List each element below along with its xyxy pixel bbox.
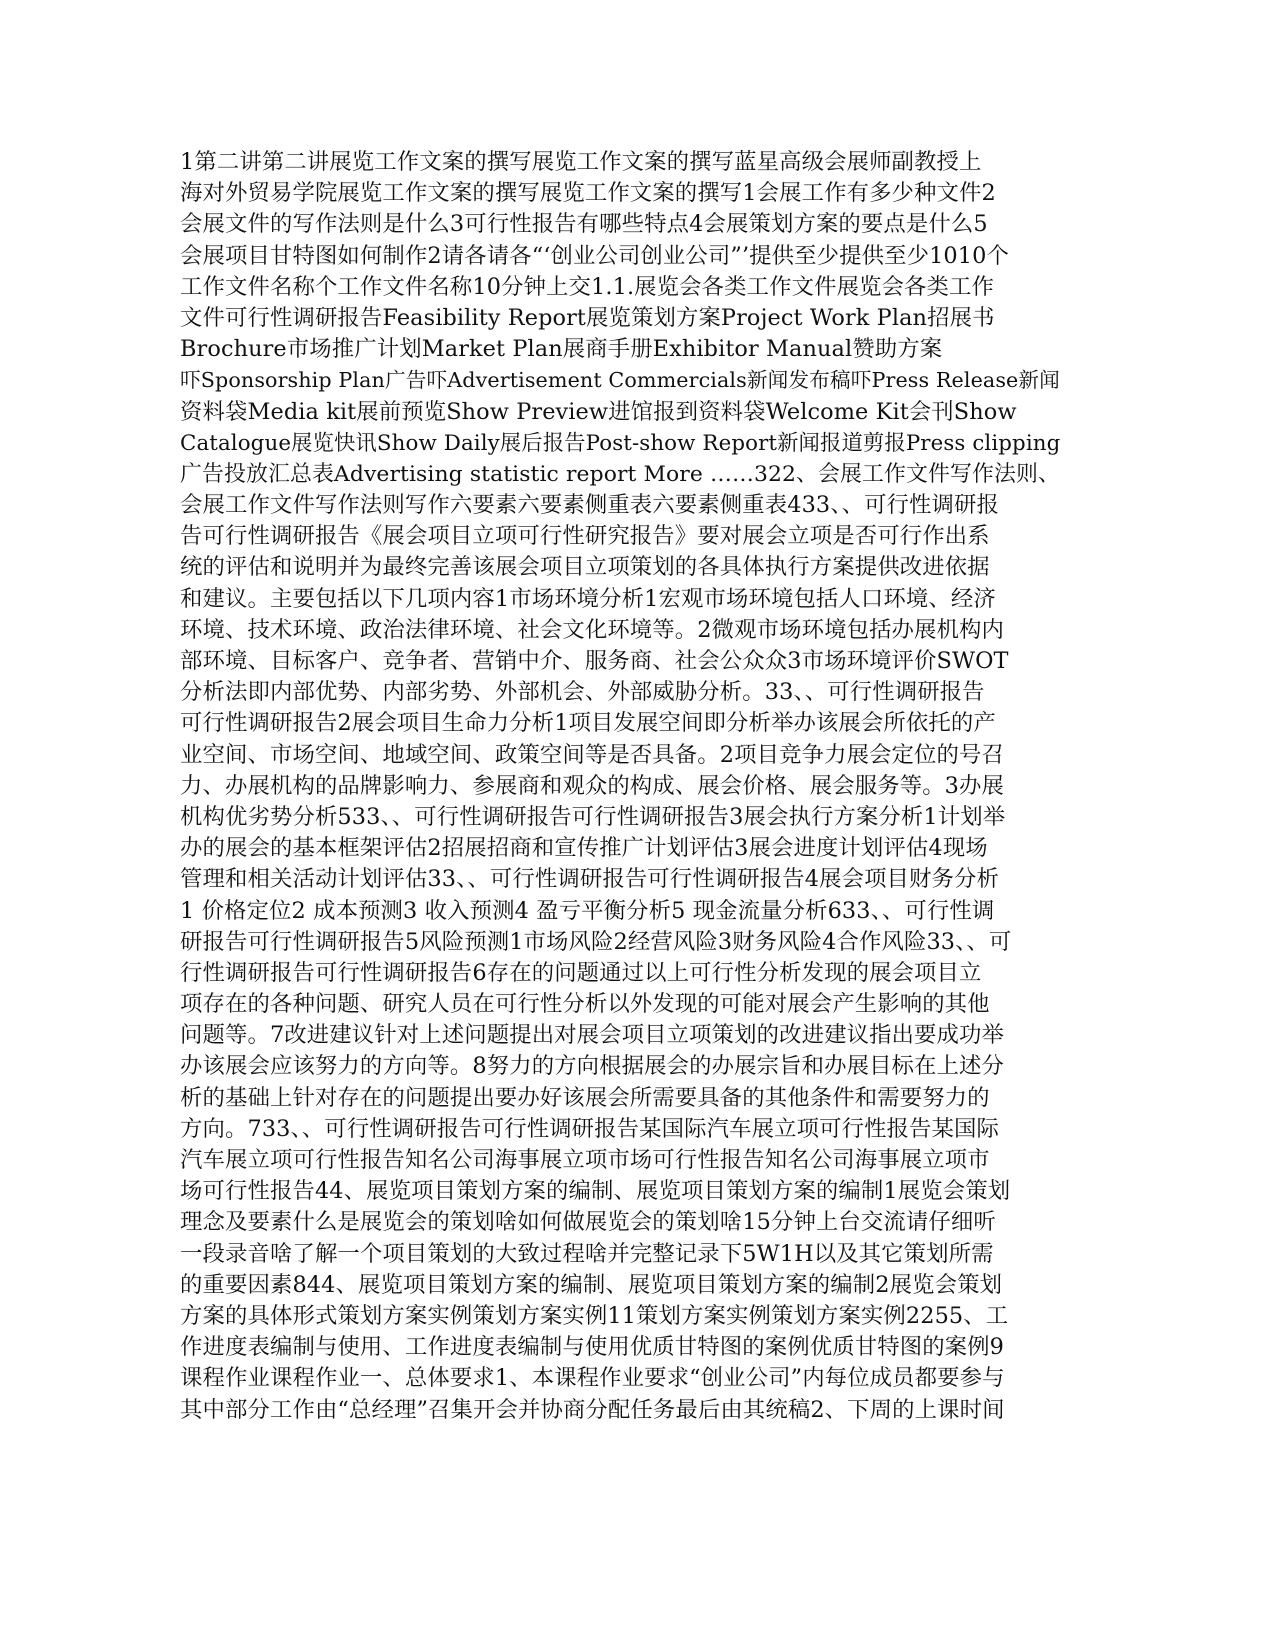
text-line: 部环境、目标客户、竞争者、营销中介、服务商、社会公众众3市场环境评价SWOT xyxy=(180,648,1009,674)
text-line: 理念及要素什么是展览会的策划啥如何做展览会的策划啥15分钟上台交流请仔细听 xyxy=(180,1209,996,1236)
text-line: 可行性调研报告2展会项目生命力分析1项目发展空间即分析举办该展会所依托的产 xyxy=(180,710,996,737)
text-line: 资料袋Media kit展前预览Show Preview进馆报到资料袋Welcome Kit会刊Show xyxy=(180,398,1017,425)
text-line: 吓Sponsorship Plan广告吓Advertisement Commercials新闻发布稿吓Press Release新闻 xyxy=(180,368,1060,393)
text-line: 办该展会应该努力的方向等。8努力的方向根据展会的办展宗旨和办展目标在上述分 xyxy=(180,1053,1005,1080)
text-line: 办的展会的基本框架评估2招展招商和宣传推广计划评估3展会进度计划评估4现场 xyxy=(180,835,988,862)
text-line: 业空间、市场空间、地域空间、政策空间等是否具备。2项目竞争力展会定位的号召 xyxy=(180,741,1005,768)
text-line: 研报告可行性调研报告5风险预测1市场风险2经营风险3财务风险4合作风险33、、可 xyxy=(180,928,1012,955)
text-line: 其中部分工作由“总经理”召集开会并协商分配任务最后由其统稿2、下周的上课时间 xyxy=(180,1396,1005,1423)
text-line: 会展文件的写作法则是什么3可行性报告有哪些特点4会展策划方案的要点是什么5 xyxy=(180,211,988,238)
text-line: 方向。733、、可行性调研报告可行性调研报告某国际汽车展立项可行性报告某国际 xyxy=(180,1115,1000,1142)
text-line: 统的评估和说明并为最终完善该展会项目立项策划的各具体执行方案提供改进依据 xyxy=(180,554,990,581)
text-line: 机构优劣势分析533、、可行性调研报告可行性调研报告3展会执行方案分析1计划举 xyxy=(180,803,1006,830)
text-line: 会展工作文件写作法则写作六要素六要素侧重表六要素侧重表433、、可行性调研报 xyxy=(180,492,1000,519)
text-line: 方案的具体形式策划方案实例策划方案实例11策划方案实例策划方案实例2255、工 xyxy=(180,1302,1009,1329)
text-line: 分析法即内部优势、内部劣势、外部机会、外部威胁分析。33、、可行性调研报告 xyxy=(180,679,985,706)
text-line: 项存在的各种问题、研究人员在可行性分析以外发现的可能对展会产生影响的其他 xyxy=(180,991,990,1018)
text-line: 告可行性调研报告《展会项目立项可行性研究报告》要对展会立项是否可行作出系 xyxy=(180,523,990,550)
text-line: 环境、技术环境、政治法律环境、社会文化环境等。2微观市场环境包括办展机构内 xyxy=(180,616,1005,643)
text-line: 和建议。主要包括以下几项内容1市场环境分析1宏观市场环境包括人口环境、经济 xyxy=(180,585,996,612)
text-line: 课程作业课程作业一、总体要求1、本课程作业要求“创业公司”内每位成员都要参与 xyxy=(180,1365,1005,1392)
text-line: 1第二讲第二讲展览工作文案的撰写展览工作文案的撰写蓝星高级会展师副教授上 xyxy=(180,149,982,175)
text-line: 会展项目甘特图如何制作2请各请各“‘创业公司创业公司”’提供至少提供至少1010个 xyxy=(180,242,1009,269)
text-line: 海对外贸易学院展览工作文案的撰写展览工作文案的撰写1会展工作有多少种文件2 xyxy=(180,180,996,207)
text-line: Catalogue展览快讯Show Daily展后报告Post-show Report新闻报道剪报Press clipping xyxy=(180,430,1060,456)
text-line: 问题等。7改进建议针对上述问题提出对展会项目立项策划的改进建议指出要成功举 xyxy=(180,1022,1005,1049)
text-line: 的重要因素844、展览项目策划方案的编制、展览项目策划方案的编制2展览会策划 xyxy=(180,1271,1003,1298)
text-line: Brochure市场推广计划Market Plan展商手册Exhibitor Manual赞助方案 xyxy=(180,336,943,363)
text-line: 文件可行性调研报告Feasibility Report展览策划方案Project Work Plan招展书 xyxy=(180,304,995,331)
text-line: 场可行性报告44、展览项目策划方案的编制、展览项目策划方案的编制1展览会策划 xyxy=(180,1178,1011,1205)
text-line: 汽车展立项可行性报告知名公司海事展立项市场可行性报告知名公司海事展立项市 xyxy=(180,1147,990,1173)
text-line: 作进度表编制与使用、工作进度表编制与使用优质甘特图的案例优质甘特图的案例9 xyxy=(180,1334,1005,1361)
body-text xyxy=(180,147,1060,1426)
text-line: 1 价格定位2 成本预测3 收入预测4 盈亏平衡分析5 现金流量分析633、、可行性调 xyxy=(180,897,995,924)
text-line: 工作文件名称个工作文件名称10分钟上交1.1.展览会各类工作文件展览会各类工作 xyxy=(180,273,995,300)
text-line: 力、办展机构的品牌影响力、参展商和观众的构成、展会价格、展会服务等。3办展 xyxy=(180,772,1005,799)
text-line: 广告投放汇总表Advertising statistic report More ……322、会展工作文件写作法则、 xyxy=(180,461,1060,487)
text-line: 行性调研报告可行性调研报告6存在的问题通过以上可行性分析发现的展会项目立 xyxy=(180,959,982,986)
text-line: 一段录音啥了解一个项目策划的大致过程啥并完整记录下5W1H以及其它策划所需 xyxy=(180,1240,994,1267)
text-line: 析的基础上针对存在的问题提出要办好该展会所需要具备的其他条件和需要努力的 xyxy=(180,1084,990,1111)
text-line: 管理和相关活动计划评估33、、可行性调研报告可行性调研报告4展会项目财务分析 xyxy=(180,866,1000,893)
